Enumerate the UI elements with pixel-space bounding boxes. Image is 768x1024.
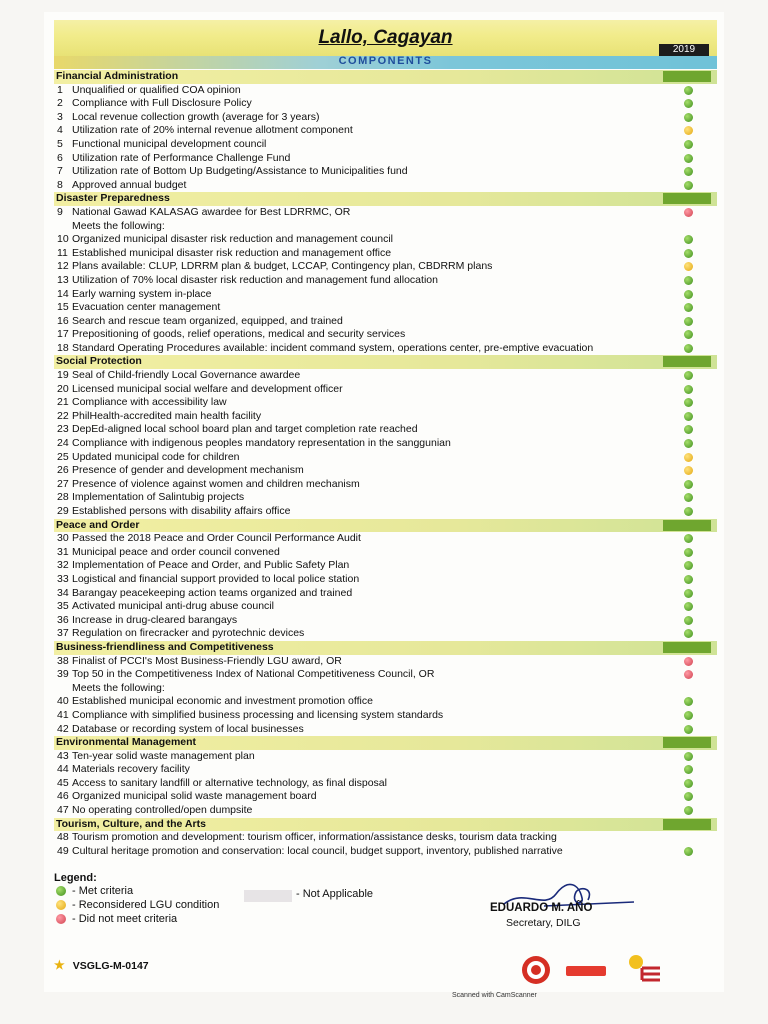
legend (54, 872, 219, 926)
section-swatch (663, 520, 711, 531)
green-status-dot-icon (684, 398, 693, 407)
yellow-status-dot-icon (684, 262, 693, 271)
green-status-dot-icon (684, 752, 693, 761)
criteria-row (54, 478, 717, 492)
criteria-row (54, 831, 717, 845)
criteria-text: Standard Operating Procedures available: incident command system, operations center, pre-emptive evacuation (72, 341, 594, 354)
criteria-text: Finalist of PCCI's Most Business-Friendly LGU award, OR (72, 654, 342, 667)
criteria-text: Meets the following: (72, 681, 165, 694)
criteria-row (54, 804, 717, 818)
section-header (54, 70, 717, 84)
criteria-number: 1 (57, 83, 63, 96)
criteria-number: 2 (57, 97, 63, 110)
green-status-dot-icon (684, 439, 693, 448)
criteria-text: Functional municipal development council (72, 137, 267, 150)
criteria-row (54, 790, 717, 804)
green-status-dot-icon (684, 616, 693, 625)
criteria-row (54, 315, 717, 329)
criteria-number: 46 (57, 790, 69, 803)
criteria-text: DepEd-aligned local school board plan and target completion rate reached (72, 423, 418, 436)
criteria-number: 40 (57, 695, 69, 708)
green-status-dot-icon (684, 493, 693, 502)
criteria-text: Licensed municipal social welfare and development officer (72, 382, 343, 395)
components-banner (54, 56, 717, 69)
criteria-text: Compliance with accessibility law (72, 396, 227, 409)
red-status-dot-icon (684, 670, 693, 679)
criteria-text: Approved annual budget (72, 178, 187, 191)
green-status-dot-icon (684, 181, 693, 190)
green-status-dot-icon (684, 167, 693, 176)
criteria-number: 35 (57, 600, 69, 613)
green-status-dot-icon (684, 711, 693, 720)
criteria-row (54, 206, 717, 220)
section-swatch (663, 356, 711, 367)
section-title: Peace and Order (56, 518, 140, 531)
criteria-text: Compliance with simplified business processing and licensing system standards (72, 708, 444, 721)
criteria-text: Prepositioning of goods, relief operations, medical and security services (72, 328, 406, 341)
green-status-dot-icon (684, 779, 693, 788)
reconsidered-dot-icon (56, 900, 66, 910)
green-status-dot-icon (684, 589, 693, 598)
green-status-dot-icon (684, 534, 693, 543)
yellow-status-dot-icon (684, 126, 693, 135)
criteria-text: Access to sanitary landfill or alternative technology, as final disposal (72, 776, 387, 789)
legend-not-met-label: - Did not meet criteria (72, 913, 178, 925)
criteria-row (54, 301, 717, 315)
criteria-text: No operating controlled/open dumpsite (72, 804, 253, 817)
document-sheet (44, 12, 724, 992)
criteria-text: PhilHealth-accredited main health facility (72, 409, 262, 422)
criteria-row (54, 274, 717, 288)
criteria-number: 36 (57, 613, 69, 626)
green-status-dot-icon (684, 317, 693, 326)
criteria-number: 25 (57, 450, 69, 463)
criteria-row (54, 179, 717, 193)
section-header (54, 192, 717, 206)
criteria-number: 32 (57, 559, 69, 572)
green-status-dot-icon (684, 140, 693, 149)
criteria-number: 41 (57, 708, 69, 721)
criteria-row (54, 138, 717, 152)
criteria-row (54, 614, 717, 628)
criteria-text: Evacuation center management (72, 301, 221, 314)
green-status-dot-icon (684, 276, 693, 285)
criteria-text: Utilization of 70% local disaster risk reduction and management fund allocation (72, 273, 438, 286)
criteria-number: 15 (57, 301, 69, 314)
criteria-row (54, 695, 717, 709)
criteria-row (54, 165, 717, 179)
criteria-row (54, 124, 717, 138)
criteria-text: Materials recovery facility (72, 763, 190, 776)
green-status-dot-icon (684, 765, 693, 774)
page-title: Lallo, Cagayan (318, 27, 453, 48)
criteria-number: 26 (57, 464, 69, 477)
criteria-text: Organized municipal solid waste management board (72, 790, 317, 803)
legend-title: Legend: (54, 872, 97, 884)
green-status-dot-icon (684, 344, 693, 353)
green-status-dot-icon (684, 412, 693, 421)
section-swatch (663, 71, 711, 82)
not-met-dot-icon (56, 914, 66, 924)
lga-logo-icon (566, 966, 606, 976)
section-swatch (663, 819, 711, 830)
criteria-number: 16 (57, 314, 69, 327)
section-title: Social Protection (56, 355, 142, 368)
criteria-number: 37 (57, 627, 69, 640)
year-badge: 2019 (659, 44, 709, 56)
green-status-dot-icon (684, 575, 693, 584)
legend-not-met (54, 912, 219, 926)
criteria-row (54, 288, 717, 302)
signatory-title: Secretary, DILG (506, 917, 581, 929)
criteria-row (54, 723, 717, 737)
criteria-text: Updated municipal code for children (72, 450, 240, 463)
criteria-number: 22 (57, 409, 69, 422)
criteria-row (54, 328, 717, 342)
title-banner (54, 20, 717, 56)
criteria-row (54, 505, 717, 519)
criteria-number: 33 (57, 572, 69, 585)
section-swatch (663, 642, 711, 653)
criteria-text: Top 50 in the Competitiveness Index of National Competitiveness Council, OR (72, 668, 435, 681)
criteria-row (54, 342, 717, 356)
green-status-dot-icon (684, 371, 693, 380)
criteria-text: Database or recording system of local businesses (72, 722, 304, 735)
criteria-text: Ten-year solid waste management plan (72, 749, 255, 762)
criteria-text: Logistical and financial support provided to local police station (72, 572, 360, 585)
criteria-number: 48 (57, 831, 69, 844)
criteria-number: 19 (57, 369, 69, 382)
criteria-number: 43 (57, 749, 69, 762)
criteria-row (54, 383, 717, 397)
criteria-text: Barangay peacekeeping action teams organized and trained (72, 586, 353, 599)
criteria-number: 21 (57, 396, 69, 409)
criteria-row (54, 464, 717, 478)
criteria-row (54, 260, 717, 274)
criteria-row (54, 655, 717, 669)
legend-not-applicable-label: - Not Applicable (296, 888, 374, 900)
criteria-number: 30 (57, 532, 69, 545)
yellow-status-dot-icon (684, 453, 693, 462)
criteria-number: 44 (57, 763, 69, 776)
criteria-text: Tourism promotion and development: tourism officer, information/assistance desks, tourism data tracking (72, 831, 557, 844)
criteria-row (54, 750, 717, 764)
criteria-text: National Gawad KALASAG awardee for Best LDRRMC, OR (72, 205, 351, 218)
green-status-dot-icon (684, 561, 693, 570)
section-title: Disaster Preparedness (56, 192, 170, 205)
criteria-text: Search and rescue team organized, equipped, and trained (72, 314, 343, 327)
criteria-number: 18 (57, 341, 69, 354)
criteria-number: 5 (57, 137, 63, 150)
criteria-number: 27 (57, 477, 69, 490)
criteria-row (54, 573, 717, 587)
document-code-text: VSGLG-M-0147 (72, 960, 149, 972)
red-status-dot-icon (684, 208, 693, 217)
legend-reconsidered-label: - Reconsidered LGU condition (72, 899, 220, 911)
criteria-text: Unqualified or qualified COA opinion (72, 83, 241, 96)
section-header (54, 641, 717, 655)
criteria-number: 34 (57, 586, 69, 599)
criteria-text: Established municipal disaster risk reduction and management office (72, 246, 392, 259)
criteria-text: Established persons with disability affairs office (72, 505, 291, 517)
criteria-row (54, 668, 717, 682)
criteria-text: Utilization rate of 20% internal revenue allotment component (72, 124, 353, 137)
criteria-row (54, 709, 717, 723)
star-icon: ★ (54, 958, 65, 972)
criteria-row (54, 682, 717, 696)
criteria-row (54, 84, 717, 98)
criteria-row (54, 233, 717, 247)
green-status-dot-icon (684, 425, 693, 434)
criteria-text: Implementation of Peace and Order, and Public Safety Plan (72, 559, 350, 572)
criteria-text: Meets the following: (72, 219, 165, 232)
yellow-status-dot-icon (684, 466, 693, 475)
criteria-number: 20 (57, 382, 69, 395)
criteria-row (54, 491, 717, 505)
criteria-text: Presence of violence against women and children mechanism (72, 477, 360, 490)
criteria-text: Presence of gender and development mechanism (72, 464, 304, 477)
criteria-number: 42 (57, 722, 69, 735)
green-status-dot-icon (684, 548, 693, 557)
criteria-row (54, 220, 717, 234)
criteria-text: Increase in drug-cleared barangays (72, 613, 238, 626)
criteria-row (54, 437, 717, 451)
criteria-text: Compliance with Full Disclosure Policy (72, 97, 252, 110)
green-status-dot-icon (684, 602, 693, 611)
criteria-number: 14 (57, 287, 69, 300)
criteria-number: 45 (57, 776, 69, 789)
green-status-dot-icon (684, 480, 693, 489)
criteria-number: 49 (57, 844, 69, 857)
signature-mark (484, 880, 644, 920)
criteria-number: 6 (57, 151, 63, 164)
section-title: Environmental Management (56, 736, 197, 749)
criteria-row (54, 845, 717, 859)
green-status-dot-icon (684, 235, 693, 244)
criteria-row (54, 111, 717, 125)
criteria-row (54, 546, 717, 560)
green-status-dot-icon (684, 507, 693, 516)
criteria-number: 9 (57, 205, 63, 218)
criteria-number: 12 (57, 260, 69, 273)
green-status-dot-icon (684, 86, 693, 95)
criteria-row (54, 600, 717, 614)
criteria-number: 47 (57, 804, 69, 817)
green-status-dot-icon (684, 629, 693, 638)
criteria-text: Early warning system in-place (72, 287, 212, 300)
section-header (54, 519, 717, 533)
criteria-row (54, 396, 717, 410)
criteria-number: 10 (57, 233, 69, 246)
green-status-dot-icon (684, 847, 693, 856)
legend-met (54, 884, 219, 898)
section-header (54, 736, 717, 750)
criteria-row (54, 763, 717, 777)
document-code (54, 958, 149, 972)
criteria-number: 39 (57, 668, 69, 681)
criteria-row (54, 423, 717, 437)
criteria-row (54, 410, 717, 424)
criteria-text: Municipal peace and order council convened (72, 545, 280, 558)
criteria-row (54, 369, 717, 383)
criteria-number: 24 (57, 437, 69, 450)
criteria-text: Local revenue collection growth (average for 3 years) (72, 110, 320, 123)
sglg-logo-icon (642, 968, 660, 980)
criteria-row (54, 559, 717, 573)
criteria-number: 38 (57, 654, 69, 667)
signatory-name: EDUARDO M. AÑO (490, 902, 593, 914)
criteria-text: Regulation on firecracker and pyrotechnic devices (72, 627, 305, 640)
criteria-number: 3 (57, 110, 63, 123)
criteria-number: 11 (57, 246, 68, 259)
criteria-text: Established municipal economic and investment promotion office (72, 695, 373, 708)
section-title: Tourism, Culture, and the Arts (56, 817, 206, 830)
criteria-number: 8 (57, 178, 63, 191)
green-status-dot-icon (684, 290, 693, 299)
green-status-dot-icon (684, 330, 693, 339)
section-header (54, 818, 717, 832)
legend-met-label: - Met criteria (72, 885, 134, 897)
section-title: Business-friendliness and Competitiveness (56, 640, 274, 653)
green-status-dot-icon (684, 385, 693, 394)
criteria-text: Implementation of Salintubig projects (72, 491, 245, 504)
criteria-row (54, 532, 717, 546)
criteria-row (54, 451, 717, 465)
section-swatch (663, 193, 711, 204)
green-status-dot-icon (684, 806, 693, 815)
legend-reconsidered (54, 898, 219, 912)
green-status-dot-icon (684, 99, 693, 108)
criteria-text: Compliance with indigenous peoples mandatory representation in the sanggunian (72, 437, 451, 450)
green-status-dot-icon (684, 113, 693, 122)
criteria-number: 31 (57, 545, 69, 558)
criteria-row (54, 777, 717, 791)
components-label: COMPONENTS (338, 55, 433, 67)
not-applicable-swatch (244, 890, 292, 902)
criteria-text: Utilization rate of Performance Challenge Fund (72, 151, 291, 164)
criteria-text: Organized municipal disaster risk reduction and management council (72, 233, 393, 246)
criteria-text: Plans available: CLUP, LDRRM plan & budget, LCCAP, Contingency plan, CBDRRM plans (72, 260, 493, 273)
section-header (54, 355, 717, 369)
criteria-number: 4 (57, 124, 63, 137)
criteria-number: 29 (57, 505, 69, 517)
green-status-dot-icon (684, 697, 693, 706)
section-swatch (663, 737, 711, 748)
seal-sun-icon (629, 955, 643, 969)
criteria-row (54, 247, 717, 261)
criteria-number: 23 (57, 423, 69, 436)
components-list (54, 70, 717, 858)
criteria-text: Utilization rate of Bottom Up Budgeting/Assistance to Municipalities fund (72, 165, 408, 178)
red-status-dot-icon (684, 657, 693, 666)
section-title: Financial Administration (56, 70, 179, 82)
criteria-number: 13 (57, 273, 69, 286)
criteria-text: Seal of Child-friendly Local Governance awardee (72, 369, 301, 382)
green-status-dot-icon (684, 249, 693, 258)
criteria-number: 28 (57, 491, 69, 504)
criteria-text: Activated municipal anti-drug abuse council (72, 600, 274, 613)
agency-logos (520, 948, 680, 988)
met-dot-icon (56, 886, 66, 896)
criteria-row (54, 152, 717, 166)
green-status-dot-icon (684, 725, 693, 734)
criteria-text: Cultural heritage promotion and conservation: local council, budget support, inventory, published narrative (72, 844, 563, 857)
criteria-number: 7 (57, 165, 63, 178)
criteria-row (54, 97, 717, 111)
criteria-number: 17 (57, 328, 69, 341)
criteria-row (54, 627, 717, 641)
scanner-watermark: Scanned with CamScanner (452, 992, 537, 999)
green-status-dot-icon (684, 792, 693, 801)
green-status-dot-icon (684, 154, 693, 163)
criteria-row (54, 587, 717, 601)
criteria-text: Passed the 2018 Peace and Order Council Performance Audit (72, 532, 361, 545)
green-status-dot-icon (684, 303, 693, 312)
